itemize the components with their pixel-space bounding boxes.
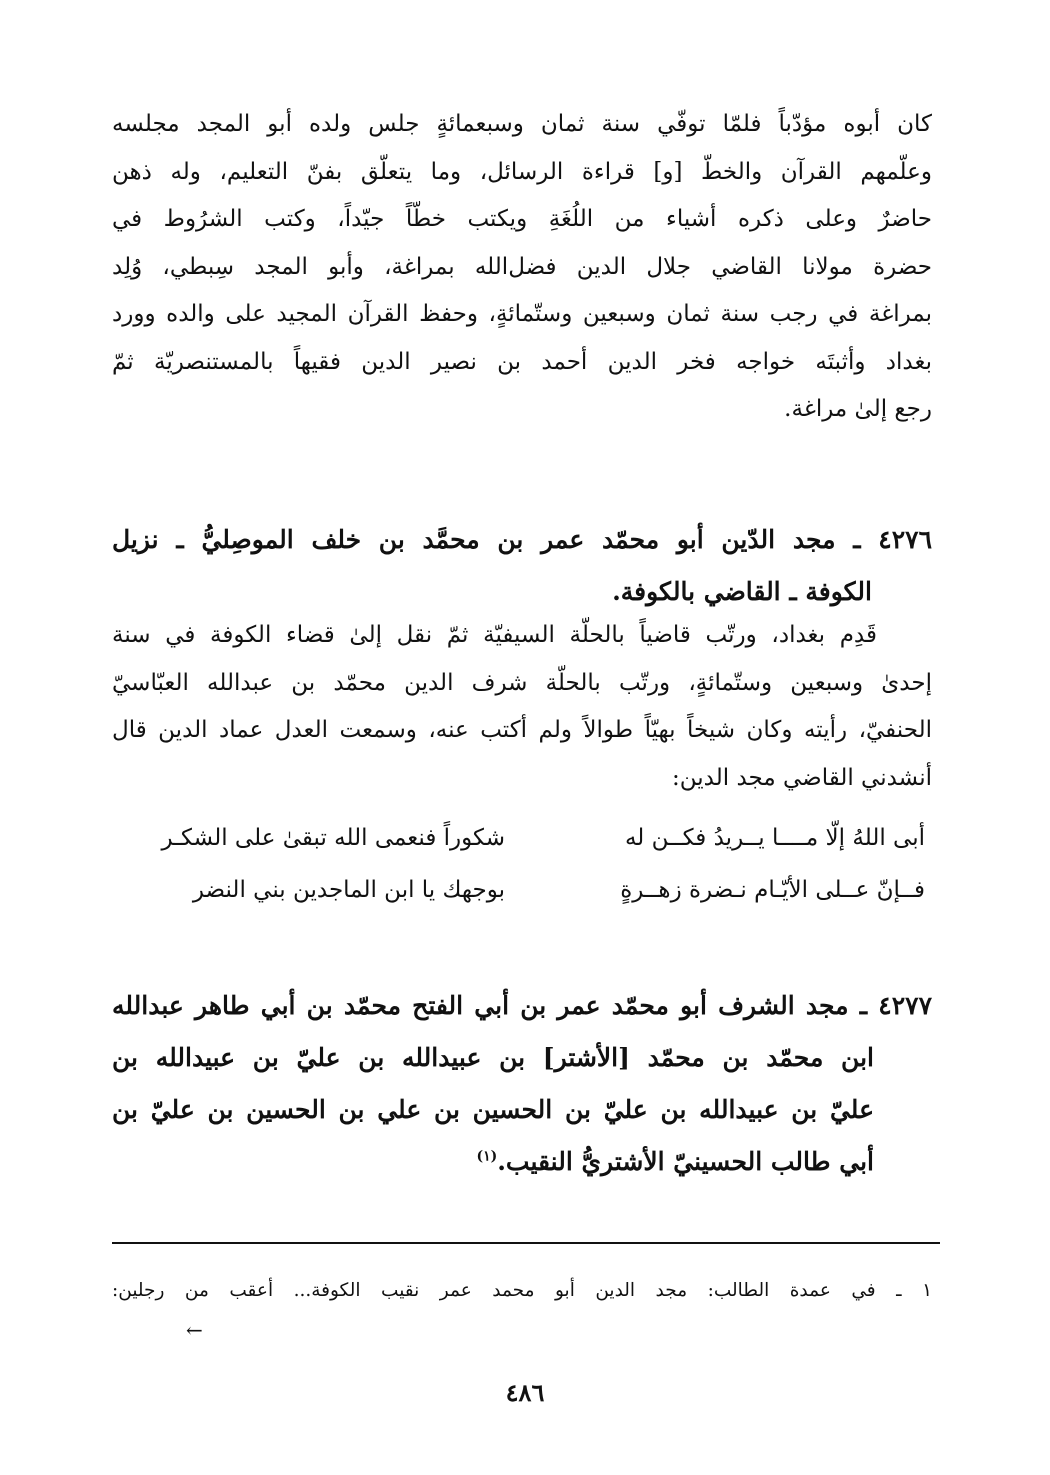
text-line: بمراغة في رجب سنة ثمان وسبعين وستّمائةٍ، وحفظ القرآن المجيد على والده وورد bbox=[112, 301, 932, 327]
text-line: رجع إلىٰ مراغة. bbox=[784, 396, 932, 422]
footnote-divider bbox=[112, 1242, 940, 1244]
continued-arrow-icon: ← bbox=[186, 1318, 203, 1342]
heading-line bbox=[112, 1136, 932, 1188]
heading-text: أبي طالب الحسينيّ الأشتريُّ النقيب. bbox=[497, 1147, 874, 1176]
poem-verse bbox=[125, 864, 925, 916]
text-line: حاضرٌ وعلى ذكره أشياء من اللُغَةِ ويكتب خطّاً جيّداً، وكتب الشرُوط في bbox=[112, 206, 932, 232]
entry-4276-heading bbox=[112, 514, 932, 618]
text-line: إحدىٰ وسبعين وستّمائةٍ، ورتّب بالحلّة شرف الدين محمّد بن عبدالله العبّاسيّ bbox=[112, 669, 932, 696]
heading-line: عليّ بن عبيدالله بن عليّ بن الحسين بن علي بن الحسين بن عليّ بن bbox=[112, 1095, 874, 1124]
text-line: أنشدني القاضي مجد الدين: bbox=[672, 764, 932, 791]
poem-verse bbox=[125, 812, 925, 864]
entry-4276-body bbox=[112, 612, 932, 802]
intro-paragraph bbox=[112, 101, 932, 434]
poem-first-hemistich: فــإنّ عــلى الأيّـام نـضرة زهــرةٍ bbox=[620, 877, 925, 903]
poem-second-hemistich: شكوراً فنعمى الله تبقىٰ على الشكـر bbox=[161, 825, 505, 851]
poem-first-hemistich: أبى اللهُ إلّا مــــا يــريدُ فكــن له bbox=[624, 825, 925, 851]
text-line: الحنفيّ، رأيته وكان شيخاً بهيّاً طوالاً ولم أكتب عنه، وسمعت العدل عماد الدين قال bbox=[112, 717, 932, 743]
heading-line: ابن محمّد بن محمّد [الأشتر] بن عبيدالله بن عليّ بن عبيدالله بن bbox=[112, 1043, 874, 1072]
page-number: ٤٨٦ bbox=[505, 1378, 545, 1407]
text-line: وعلّمهم القرآن والخطّ [و] قراءة الرسائل، وما يتعلّق بفنّ التعليم، وله ذهن bbox=[112, 158, 932, 185]
footnote-text: ١ ـ في عمدة الطالب: مجد الدين أبو محمد عمر نقيب الكوفة... أعقب من رجلين: bbox=[112, 1280, 932, 1301]
footnote bbox=[112, 1276, 932, 1306]
text-line: حضرة مولانا القاضي جلال الدين فضل‌الله بمراغة، وأبو المجد سِبطي، وُلِد bbox=[112, 253, 932, 280]
text-line: كان أبوه مؤدّباً فلمّا توفّي سنة ثمان وسبعمائةٍ جلس ولده أبو المجد مجلسه bbox=[112, 111, 932, 137]
poem bbox=[125, 812, 925, 916]
entry-4277-heading bbox=[112, 980, 932, 1188]
heading-line: ٤٢٧٦ ـ مجد الدّين أبو محمّد عمر بن محمَّد بن خلف الموصِليُّ ـ نزيل bbox=[112, 525, 932, 554]
footnote-reference[interactable]: (١) bbox=[476, 1148, 498, 1165]
text-line: بغداد وأثبتَه خواجه فخر الدين أحمد بن نصير الدين فقيهاً بالمستنصريّة ثمّ bbox=[112, 348, 932, 375]
text-line: قَدِم بغداد، ورتّب قاضياً بالحلّة السيفيّة ثمّ نقل إلىٰ قضاء الكوفة في سنة bbox=[112, 622, 877, 648]
heading-line: ٤٢٧٧ ـ مجد الشرف أبو محمّد عمر بن أبي الفتح محمّد بن أبي طاهر عبدالله bbox=[112, 991, 932, 1020]
heading-line: الكوفة ـ القاضي بالكوفة. bbox=[612, 577, 872, 606]
poem-second-hemistich: بوجهك يا ابن الماجدين بني النضر bbox=[192, 877, 505, 903]
